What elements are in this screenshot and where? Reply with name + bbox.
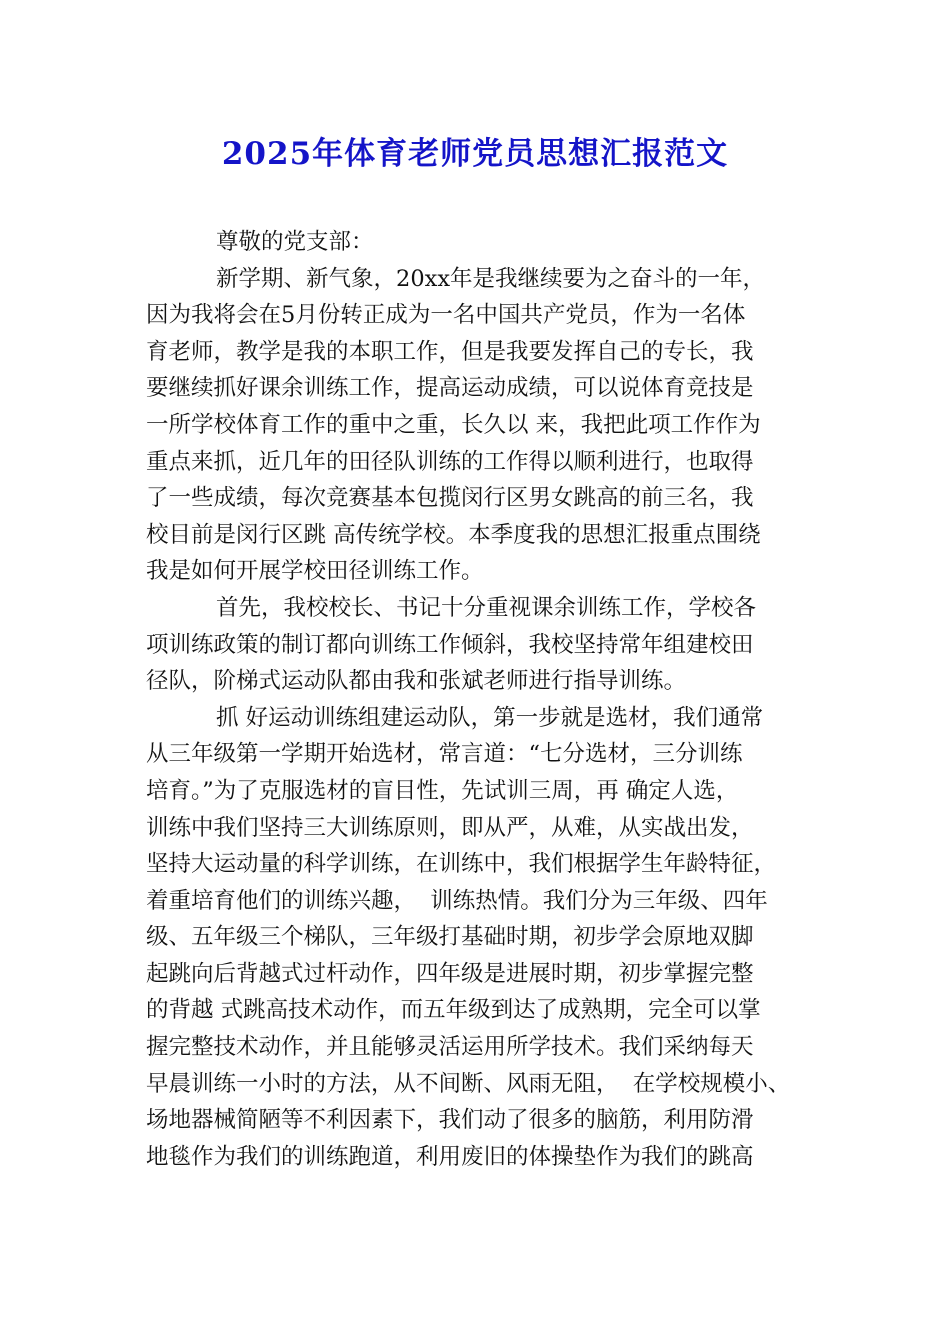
text-line: 校目前是闵行区跳 高传统学校。本季度我的思想汇报重点围绕 <box>146 521 761 548</box>
text-line: 径队，阶梯式运动队都由我和张斌老师进行指导训练。 <box>146 668 687 695</box>
text-line: 一所学校体育工作的重中之重，长久以 来，我把此项工作作为 <box>146 411 761 438</box>
text-line: 首先，我校校长、书记十分重视课余训练工作，学校各 <box>216 594 757 621</box>
text-line: 尊敬的党支部： <box>216 229 374 255</box>
text-line: 新学期、新气象，20xx年是我继续要为之奋斗的一年， <box>216 265 766 292</box>
text-line: 早晨训练一小时的方法，从不间断、风雨无阻， 在学校规模小、 <box>146 1070 791 1097</box>
text-line: 着重培育他们的训练兴趣， 训练热情。我们分为三年级、四年 <box>146 887 768 914</box>
text-line: 要继续抓好课余训练工作，提高运动成绩，可以说体育竞技是 <box>146 375 754 402</box>
text-line: 了一些成绩，每次竞赛基本包揽闵行区男女跳高的前三名，我 <box>146 485 754 512</box>
text-line: 我是如何开展学校田径训练工作。 <box>146 558 484 585</box>
text-line: 培育。”为了克服选材的盲目性，先试训三周，再 确定人选， <box>146 777 739 804</box>
text-line: 训练中我们坚持三大训练原则，即从严，从难，从实战出发， <box>146 814 754 841</box>
text-line: 从三年级第一学期开始选材，常言道：“七分选材，三分训练 <box>146 741 743 768</box>
text-line: 地毯作为我们的训练跑道，利用废旧的体操垫作为我们的跳高 <box>146 1143 754 1170</box>
text-line: 握完整技术动作，并且能够灵活运用所学技术。我们采纳每天 <box>146 1034 754 1061</box>
text-line: 起跳向后背越式过杆动作，四年级是进展时期，初步掌握完整 <box>146 960 754 987</box>
text-line: 级、五年级三个梯队，三年级打基础时期，初步学会原地双脚 <box>146 924 754 951</box>
text-line: 育老师，教学是我的本职工作，但是我要发挥自己的专长，我 <box>146 338 754 365</box>
text-line: 因为我将会在5月份转正成为一名中国共产党员，作为一名体 <box>146 302 746 329</box>
text-line: 的背越 式跳高技术动作，而五年级到达了成熟期，完全可以掌 <box>146 997 761 1024</box>
text-line: 抓 好运动训练组建运动队，第一步就是选材，我们通常 <box>216 704 764 731</box>
text-line: 重点来抓，近几年的田径队训练的工作得以顺利进行，也取得 <box>146 448 754 475</box>
text-line: 项训练政策的制订都向训练工作倾斜，我校坚持常年组建校田 <box>146 631 754 658</box>
document-title: 2025年体育老师党员思想汇报范文 <box>221 136 729 172</box>
document-body <box>146 224 836 1175</box>
text-line: 场地器械简陋等不利因素下，我们动了很多的脑筋，利用防滑 <box>146 1107 754 1134</box>
text-line: 坚持大运动量的科学训练，在训练中，我们根据学生年龄特征， <box>146 851 777 878</box>
